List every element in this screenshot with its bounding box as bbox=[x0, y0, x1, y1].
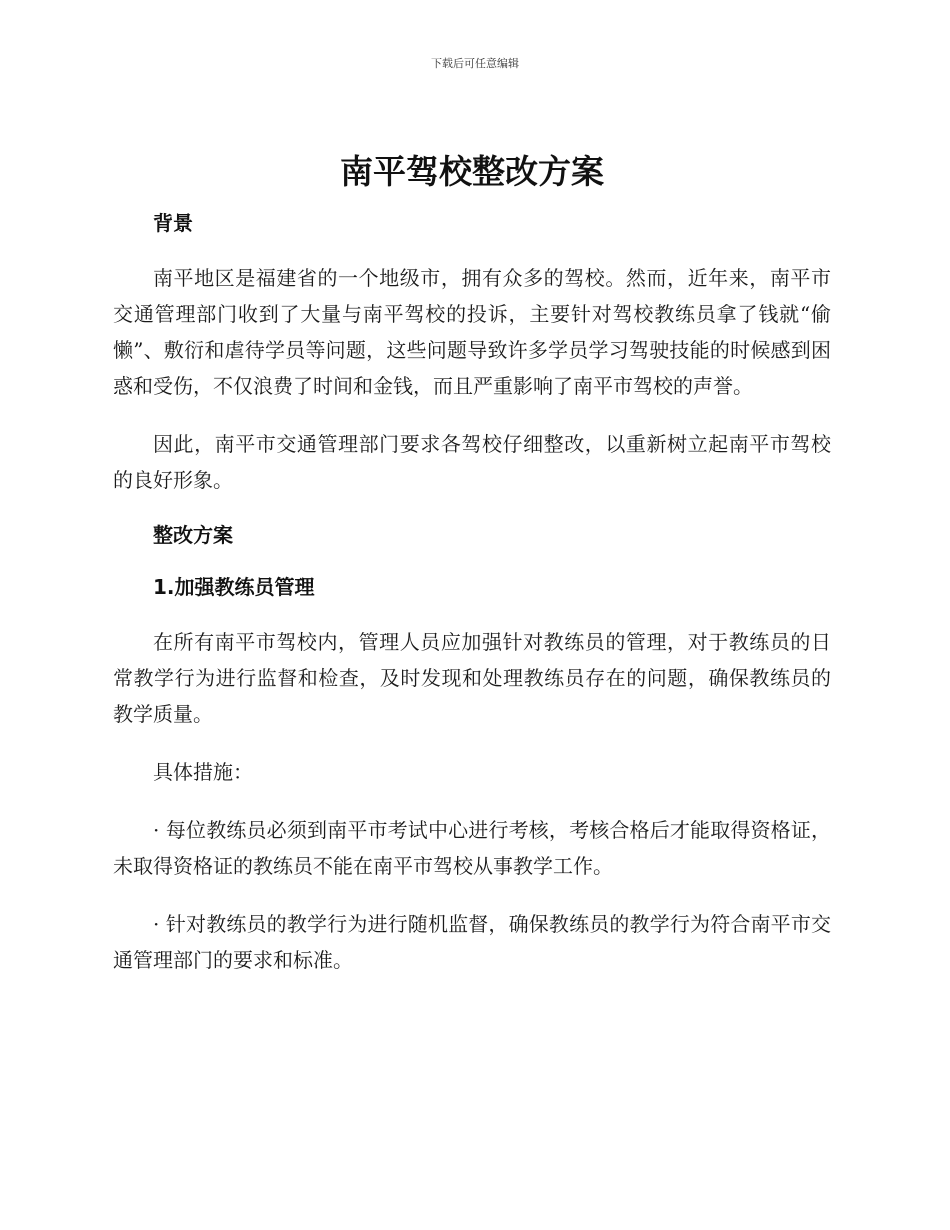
plan-paragraph-1: 在所有南平市驾校内，管理人员应加强针对教练员的管理，对于教练员的日常教学行为进行监督和检查，及时发现和处理教练员存在的问题，确保教练员的教学质量。 bbox=[113, 630, 831, 726]
document-title: 南平驾校整改方案 bbox=[340, 152, 604, 191]
document-body bbox=[113, 150, 831, 978]
background-heading: 背景 bbox=[153, 211, 193, 235]
measures-label: 具体措施： bbox=[153, 760, 253, 784]
plan-heading: 整改方案 bbox=[153, 523, 233, 547]
plan-subheading-1: 1.加强教练员管理 bbox=[153, 575, 315, 599]
measure-item-2: · 针对教练员的教学行为进行随机监督，确保教练员的教学行为符合南平市交通管理部门的要求和标准。 bbox=[113, 912, 831, 972]
header-note: 下载后可任意编辑 bbox=[431, 57, 519, 70]
measure-item-1: · 每位教练员必须到南平市考试中心进行考核，考核合格后才能取得资格证，未取得资格证的教练员不能在南平市驾校从事教学工作。 bbox=[113, 818, 831, 878]
background-paragraph-2: 因此，南平市交通管理部门要求各驾校仔细整改，以重新树立起南平市驾校的良好形象。 bbox=[113, 432, 831, 492]
background-paragraph-1: 南平地区是福建省的一个地级市，拥有众多的驾校。然而，近年来，南平市交通管理部门收到了大量与南平驾校的投诉，主要针对驾校教练员拿了钱就“偷懒”、敷衍和虐待学员等问题，这些问题导致许多学员学习驾驶技能的时候感到困惑和受伤，不仅浪费了时间和金钱，而且严重影响了南平市驾校的声誉。 bbox=[113, 266, 831, 398]
